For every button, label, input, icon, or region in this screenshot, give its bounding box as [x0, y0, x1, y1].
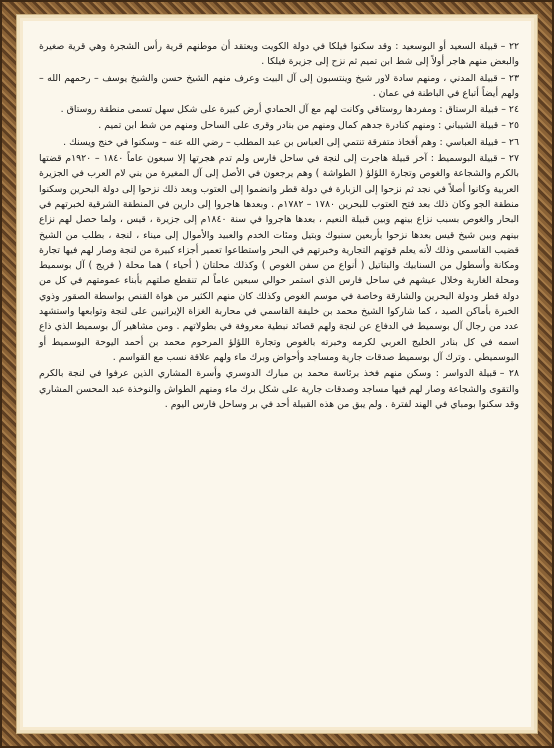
entry-text: قبيلة الرستاق : ومفردها روستاقي وكانت لهم مع آل الحمادي أرض كبيرة على شكل سهل تسمى منطقة روستاق . [60, 104, 499, 116]
entry-number: ٢٢ – [500, 41, 520, 52]
entry-text: قبيلة البوسميط : آخر قبيلة هاجرت إلى لنجة في ساحل فارس ولم تدم هجرتها إلا سبعون عاماً ١٨٤٠ – ١٩٢٠م قضتها بالكرم والشجاعة والغوص وتجارة اللؤلؤ ( الطواشة ) وهم يرجعون في الأصل إلى آل المغيرة من بني لام العرب في الجزيرة العربية وكانوا أصلاً في نجد ثم نزحوا إلى الزبارة في دولة قطر وانضموا إلى العتوب وبعد ذلك نزحوا إلى دولة البحرين وسكنوا منطقة الجو وكان ذلك بعد فتح العتوب للبحرين ١٧٨٠ – ١٧٨٢م . وبعدها هاجروا إلى دارين في المنطقة الشرقية لخبرتهم في البحار والغوص بسبب نزاع بينهم وبين قبيلة النعيم ، بعدها هاجروا في سنة ١٨٤٠م إلى جزيرة ، قيس ، ولما حصل لهم نزاع بينهم وبين شيخ قيس بعدها نزحوا بأربعين سنبوك وبتيل ومئات الخدم والعبيد والأموال إلى ميناء ، لنجة ، بطلب من الشيخ قضيب القاسمي وذلك لأنه يعلم قوتهم التجارية وخبرتهم في البحر واستطاعوا تعمير أجزاء كبيرة من لنجة وصار لهم فيها تجارة ومكانة وأسطول من السنابيك والبتاتيل ( أنواع من سفن الغوص ) وكذلك محلتان ( أحياء ) هما محلة ( فريج ) آل بوسميط ومحلة الغاربة وخلال عيشهم في ساحل فارس الذي استمر حوالي سبعين عاماً لم تنقطع صلتهم بأبناء عمومتهم في كل من دولة قطر ودولة البحرين والشارقة وخاصة في موسم الغوص وكذلك كان منهم الكثير من هواة القنص بواسطة الصقور وذوي الخبرة بأماكن الصيد ، كما شاركوا الشيخ محمد بن خليفة القاسمي في محاربة الغزاة الإيرانيين على لنجة وتوابعها واستشهد عدد من رجال آل بوسميط في الدفاع عن لنجة ولهم قصائد نبطية معروفة في بطولاتهم . ومن مشاهير آل بوسميط الذي ذاع اسمه في كل بنادر الخليج العربي لكرمه وخبرته بالغوص وتجارة اللؤلؤ المرحوم محمد بن أحمد اليوحة البوسميط أو البوسميطي . وترك آل بوسميط صدقات جارية ومساجد وأحواض وبرك ماء ولهم علاقة نسب مع القواسم . [39, 153, 519, 363]
entry-number: ٢٧ – [500, 153, 519, 165]
entry-text: قبيلة العباسي : وهم أفخاذ متفرقة تنتمي إلى العباس بن عبد المطلب – رضي الله عنه – وسكنوا في خنج ويسنك . [63, 136, 499, 148]
entry-text: قبيلة الدواسر : وسكن منهم فخذ برئاسة محمد بن مبارك الدوسري وأسرة المشاري الذين عرفوا في لنجة بالكرم والتقوى والشجاعة وصار لهم فيها مساجد وصدقات جارية على شكل برك ماء ومنهم الطواش والنوخذة عبد المحسن المشاري وقد سكنوا بومباي في الهند لفترة . ولم يبق من هذه القبيلة أحد في بر وساحل فارس اليوم . [39, 368, 519, 410]
entry-number: ٢٤ – [501, 104, 519, 116]
document-page [23, 21, 531, 727]
entry-text: قبيلة السعيد أو البوسعيد : وقد سكنوا فيلكا في دولة الكويت ويعتقد أن موطنهم قرية رأس الشجرة وهي قرية صغيرة والبعض منهم هاجر أولاً إلى شط ابن تميم ثم نزح إلى جزيرة فيلكا . [39, 41, 519, 68]
entry-number: ٢٥ – [501, 120, 519, 132]
entry-number: ٢٦ – [501, 136, 519, 148]
entry-27 [39, 151, 519, 365]
entry-number: ٢٨ – [499, 368, 519, 380]
entry-23 [39, 71, 519, 102]
entry-24 [39, 102, 519, 117]
entry-text: قبيلة المدني ، ومنهم سادة لاور شيخ وينتسبون إلى آل البيت وعرف منهم الشيخ حسن والشيخ يوسف – رحمهم الله – ولهم أيضاً أتباع في الباطنة في عمان . [39, 72, 519, 99]
entry-26 [39, 135, 519, 150]
frame-mat [16, 14, 538, 734]
entry-25 [39, 118, 519, 133]
document-body [39, 39, 519, 413]
entry-28 [39, 366, 519, 412]
entry-text: قبيلة الشيباني : ومنهم كنادرة جدهم كمال ومنهم من بنادر وقرى على الساحل ومنهم من شط ابن تميم . [98, 120, 499, 132]
entry-22 [39, 39, 519, 70]
entry-number: ٢٣ – [500, 72, 519, 84]
